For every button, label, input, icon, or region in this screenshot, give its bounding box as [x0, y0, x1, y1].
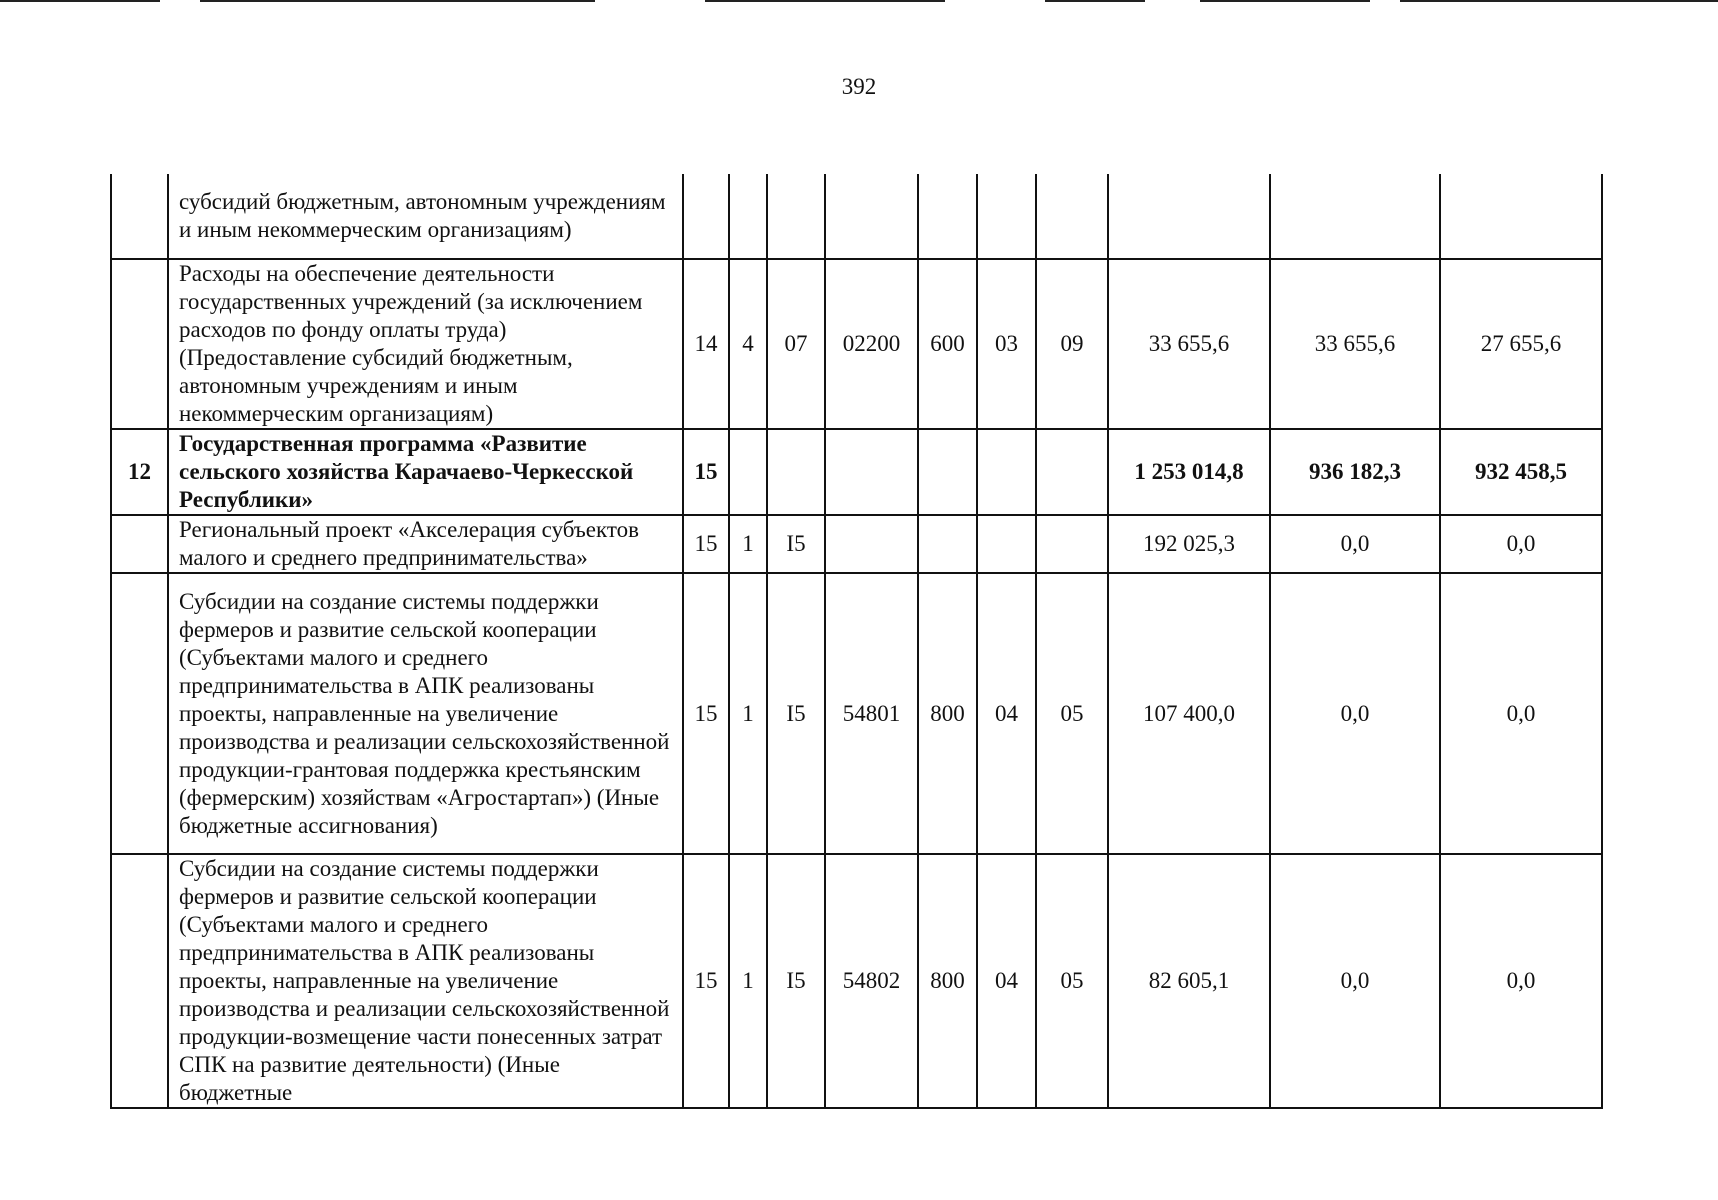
scan-edge-line	[0, 0, 160, 2]
code-cell: 04	[977, 573, 1036, 854]
amount-cell: 0,0	[1270, 854, 1440, 1108]
code-cell: 600	[918, 259, 977, 429]
amount-cell	[1270, 174, 1440, 259]
description-cell: Субсидии на создание системы поддержки фермеров и развитие сельской кооперации (Субъектами малого и среднего предпринимательства в АПК реализованы проекты, направленные на увеличение производства и реализации сельскохозяйственной продукции-грантовая поддержка крестьянским (фермерским) хозяйствам «Агростартап») (Иные бюджетные ассигнования)	[168, 573, 683, 854]
budget-table	[110, 174, 1603, 1109]
amount-cell: 27 655,6	[1440, 259, 1602, 429]
code-cell: 02200	[825, 259, 918, 429]
amount-cell: 1 253 014,8	[1108, 429, 1270, 515]
amount-cell: 33 655,6	[1270, 259, 1440, 429]
scan-edge-line	[1200, 0, 1370, 2]
scan-edge-line	[1045, 0, 1145, 2]
code-cell	[1036, 174, 1108, 259]
amount-cell: 936 182,3	[1270, 429, 1440, 515]
table-row	[111, 174, 1602, 259]
scan-edge-line	[1400, 0, 1718, 2]
code-cell: 1	[729, 515, 767, 573]
code-cell	[729, 174, 767, 259]
code-cell	[918, 174, 977, 259]
description-cell: Региональный проект «Акселерация субъектов малого и среднего предпринимательства»	[168, 515, 683, 573]
code-cell	[1036, 515, 1108, 573]
table-row	[111, 515, 1602, 573]
amount-cell: 0,0	[1270, 515, 1440, 573]
table-row	[111, 259, 1602, 429]
amount-cell: 107 400,0	[1108, 573, 1270, 854]
row-number-cell	[111, 174, 168, 259]
code-cell	[683, 174, 729, 259]
code-cell: 04	[977, 854, 1036, 1108]
code-cell: 09	[1036, 259, 1108, 429]
code-cell	[918, 429, 977, 515]
amount-cell	[1440, 174, 1602, 259]
scan-edge-line	[200, 0, 595, 2]
amount-cell: 932 458,5	[1440, 429, 1602, 515]
code-cell	[825, 515, 918, 573]
code-cell: I5	[767, 573, 825, 854]
code-cell: 54801	[825, 573, 918, 854]
code-cell: 1	[729, 573, 767, 854]
table-row-program	[111, 429, 1602, 515]
amount-cell: 192 025,3	[1108, 515, 1270, 573]
code-cell: I5	[767, 515, 825, 573]
code-cell: 15	[683, 515, 729, 573]
code-cell: 03	[977, 259, 1036, 429]
code-cell: 14	[683, 259, 729, 429]
code-cell: 800	[918, 854, 977, 1108]
code-cell	[1036, 429, 1108, 515]
row-number-cell	[111, 259, 168, 429]
amount-cell: 0,0	[1440, 854, 1602, 1108]
amount-cell: 0,0	[1270, 573, 1440, 854]
row-number-cell	[111, 854, 168, 1108]
code-cell	[729, 429, 767, 515]
table-row	[111, 854, 1602, 1108]
code-cell	[977, 174, 1036, 259]
code-cell	[767, 429, 825, 515]
code-cell: 07	[767, 259, 825, 429]
description-cell: Государственная программа «Развитие сельского хозяйства Карачаево-Черкесской Республики»	[168, 429, 683, 515]
code-cell	[918, 515, 977, 573]
description-cell: субсидий бюджетным, автономным учреждениям и иным некоммерческим организациям)	[168, 174, 683, 259]
row-number-cell: 12	[111, 429, 168, 515]
amount-cell: 82 605,1	[1108, 854, 1270, 1108]
table-row	[111, 573, 1602, 854]
page-number: 392	[841, 74, 877, 99]
code-cell: 15	[683, 573, 729, 854]
code-cell: I5	[767, 854, 825, 1108]
code-cell: 05	[1036, 573, 1108, 854]
code-cell	[977, 515, 1036, 573]
description-cell: Субсидии на создание системы поддержки фермеров и развитие сельской кооперации (Субъектами малого и среднего предпринимательства в АПК реализованы проекты, направленные на увеличение производства и реализации сельскохозяйственной продукции-возмещение части понесенных затрат СПК на развитие деятельности) (Иные бюджетные	[168, 854, 683, 1108]
code-cell: 1	[729, 854, 767, 1108]
code-cell	[767, 174, 825, 259]
amount-cell: 33 655,6	[1108, 259, 1270, 429]
amount-cell: 0,0	[1440, 573, 1602, 854]
amount-cell	[1108, 174, 1270, 259]
code-cell	[825, 429, 918, 515]
code-cell	[977, 429, 1036, 515]
code-cell: 15	[683, 854, 729, 1108]
code-cell: 54802	[825, 854, 918, 1108]
code-cell: 15	[683, 429, 729, 515]
row-number-cell	[111, 573, 168, 854]
code-cell	[825, 174, 918, 259]
code-cell: 800	[918, 573, 977, 854]
code-cell: 05	[1036, 854, 1108, 1108]
scan-edge-line	[705, 0, 945, 2]
amount-cell: 0,0	[1440, 515, 1602, 573]
description-cell: Расходы на обеспечение деятельности государственных учреждений (за исключением расходов по фонду оплаты труда) (Предоставление субсидий бюджетным, автономным учреждениям и иным некоммерческим организациям)	[168, 259, 683, 429]
row-number-cell	[111, 515, 168, 573]
code-cell: 4	[729, 259, 767, 429]
